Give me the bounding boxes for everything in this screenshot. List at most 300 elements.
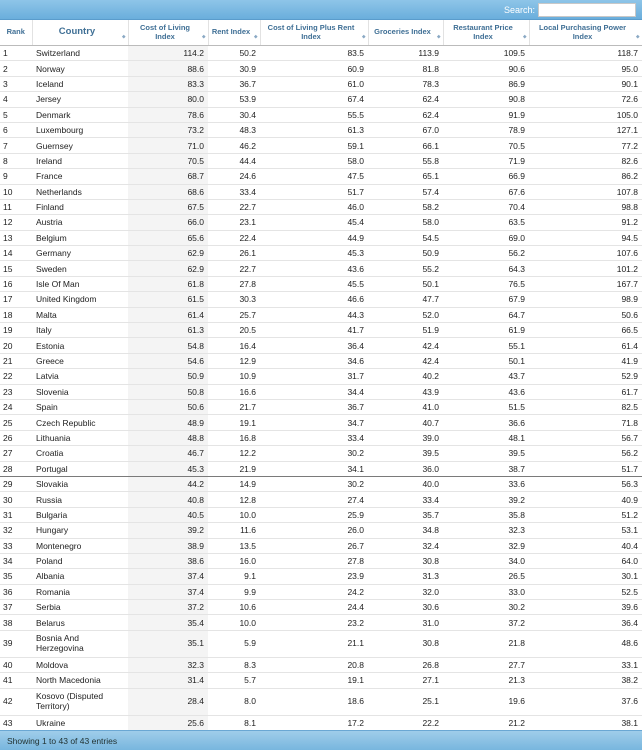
table-row xyxy=(0,215,642,230)
cost-plus-rent-cell: 55.5 xyxy=(260,107,368,122)
cost-of-living-cell: 37.4 xyxy=(128,569,208,584)
cost-of-living-cell: 80.0 xyxy=(128,92,208,107)
groceries-cell: 30.8 xyxy=(368,553,443,568)
header-row xyxy=(0,20,642,46)
rank-cell: 36 xyxy=(0,584,32,599)
cost-of-living-cell: 38.6 xyxy=(128,553,208,568)
purchasing-power-cell: 98.8 xyxy=(529,199,642,214)
table-row xyxy=(0,430,642,445)
purchasing-power-cell: 77.2 xyxy=(529,138,642,153)
rank-cell: 21 xyxy=(0,353,32,368)
cost-plus-rent-cell: 47.5 xyxy=(260,169,368,184)
rank-cell: 39 xyxy=(0,630,32,657)
purchasing-power-cell: 95.0 xyxy=(529,61,642,76)
table-row xyxy=(0,476,642,491)
restaurant-price-cell: 91.9 xyxy=(443,107,529,122)
purchasing-power-cell: 51.2 xyxy=(529,507,642,522)
rent-cell: 12.8 xyxy=(208,492,260,507)
cost-plus-rent-cell: 46.6 xyxy=(260,292,368,307)
country-cell: Isle Of Man xyxy=(32,276,128,291)
groceries-cell: 40.2 xyxy=(368,369,443,384)
rank-cell: 27 xyxy=(0,446,32,461)
cost-plus-rent-cell: 25.9 xyxy=(260,507,368,522)
cost-plus-rent-cell: 20.8 xyxy=(260,657,368,672)
cost-plus-rent-cell: 61.3 xyxy=(260,122,368,137)
rank-cell: 3 xyxy=(0,76,32,91)
restaurant-price-cell: 70.5 xyxy=(443,138,529,153)
table-row xyxy=(0,230,642,245)
rank-cell: 6 xyxy=(0,122,32,137)
rank-cell: 15 xyxy=(0,261,32,276)
table-row xyxy=(0,492,642,507)
restaurant-price-cell: 26.5 xyxy=(443,569,529,584)
groceries-cell: 43.9 xyxy=(368,384,443,399)
cost-plus-rent-cell: 34.6 xyxy=(260,353,368,368)
country-cell: Bosnia And Herzegovina xyxy=(32,630,128,657)
rent-cell: 10.9 xyxy=(208,369,260,384)
column-header-rent-index[interactable]: Rent Index ⬥ xyxy=(208,20,260,46)
cost-of-living-cell: 83.3 xyxy=(128,76,208,91)
purchasing-power-cell: 56.2 xyxy=(529,446,642,461)
country-cell: Finland xyxy=(32,199,128,214)
groceries-cell: 25.1 xyxy=(368,688,443,715)
purchasing-power-cell: 38.1 xyxy=(529,715,642,730)
groceries-cell: 81.8 xyxy=(368,61,443,76)
country-cell: Serbia xyxy=(32,600,128,615)
restaurant-price-cell: 33.0 xyxy=(443,584,529,599)
country-cell: France xyxy=(32,169,128,184)
purchasing-power-cell: 64.0 xyxy=(529,553,642,568)
restaurant-price-cell: 109.5 xyxy=(443,46,529,61)
cost-of-living-cell: 35.4 xyxy=(128,615,208,630)
country-cell: United Kingdom xyxy=(32,292,128,307)
country-cell: Jersey xyxy=(32,92,128,107)
country-cell: Bulgaria xyxy=(32,507,128,522)
purchasing-power-cell: 127.1 xyxy=(529,122,642,137)
groceries-cell: 40.7 xyxy=(368,415,443,430)
purchasing-power-cell: 71.8 xyxy=(529,415,642,430)
restaurant-price-cell: 21.2 xyxy=(443,715,529,730)
table-row xyxy=(0,615,642,630)
restaurant-price-cell: 90.6 xyxy=(443,61,529,76)
table-row xyxy=(0,399,642,414)
cost-of-living-table xyxy=(0,20,642,731)
purchasing-power-cell: 53.1 xyxy=(529,523,642,538)
rent-cell: 33.4 xyxy=(208,184,260,199)
cost-of-living-cell: 65.6 xyxy=(128,230,208,245)
rent-cell: 26.1 xyxy=(208,246,260,261)
restaurant-price-cell: 71.9 xyxy=(443,153,529,168)
rank-cell: 24 xyxy=(0,399,32,414)
sort-icon: ⬥ xyxy=(253,34,258,40)
cost-of-living-cell: 40.8 xyxy=(128,492,208,507)
rent-cell: 19.1 xyxy=(208,415,260,430)
purchasing-power-cell: 61.4 xyxy=(529,338,642,353)
sort-icon: ⬥ xyxy=(361,34,366,40)
country-cell: Sweden xyxy=(32,261,128,276)
country-cell: Belgium xyxy=(32,230,128,245)
purchasing-power-cell: 40.4 xyxy=(529,538,642,553)
rank-cell: 29 xyxy=(0,476,32,491)
column-header-groceries-index[interactable]: Groceries Index ⬥ xyxy=(368,20,443,46)
groceries-cell: 42.4 xyxy=(368,353,443,368)
table-row xyxy=(0,307,642,322)
groceries-cell: 32.0 xyxy=(368,584,443,599)
rank-cell: 31 xyxy=(0,507,32,522)
cost-plus-rent-cell: 27.8 xyxy=(260,553,368,568)
restaurant-price-cell: 76.5 xyxy=(443,276,529,291)
purchasing-power-cell: 61.7 xyxy=(529,384,642,399)
country-cell: Malta xyxy=(32,307,128,322)
groceries-cell: 58.0 xyxy=(368,215,443,230)
purchasing-power-cell: 72.6 xyxy=(529,92,642,107)
cost-plus-rent-cell: 34.7 xyxy=(260,415,368,430)
groceries-cell: 40.0 xyxy=(368,476,443,491)
rank-cell: 8 xyxy=(0,153,32,168)
groceries-cell: 66.1 xyxy=(368,138,443,153)
table-row xyxy=(0,538,642,553)
cost-plus-rent-cell: 67.4 xyxy=(260,92,368,107)
cost-plus-rent-cell: 51.7 xyxy=(260,184,368,199)
restaurant-price-cell: 90.8 xyxy=(443,92,529,107)
column-header-country[interactable]: Country ⬥ xyxy=(32,20,128,46)
country-cell: Czech Republic xyxy=(32,415,128,430)
cost-of-living-cell: 35.1 xyxy=(128,630,208,657)
cost-of-living-cell: 48.8 xyxy=(128,430,208,445)
groceries-cell: 50.9 xyxy=(368,246,443,261)
cost-plus-rent-cell: 30.2 xyxy=(260,446,368,461)
cost-of-living-cell: 32.3 xyxy=(128,657,208,672)
restaurant-price-cell: 35.8 xyxy=(443,507,529,522)
table-row xyxy=(0,507,642,522)
restaurant-price-cell: 32.9 xyxy=(443,538,529,553)
restaurant-price-cell: 38.7 xyxy=(443,461,529,476)
country-cell: Denmark xyxy=(32,107,128,122)
cost-of-living-cell: 39.2 xyxy=(128,523,208,538)
cost-of-living-cell: 78.6 xyxy=(128,107,208,122)
sort-icon: ⬥ xyxy=(121,34,126,40)
table-row xyxy=(0,122,642,137)
rank-cell: 32 xyxy=(0,523,32,538)
table-row xyxy=(0,92,642,107)
cost-plus-rent-cell: 30.2 xyxy=(260,476,368,491)
rent-cell: 10.0 xyxy=(208,507,260,522)
rank-cell: 19 xyxy=(0,323,32,338)
rank-cell: 20 xyxy=(0,338,32,353)
column-header-local-purchasing-power-index[interactable]: Local Purchasing Power Index ⬥ xyxy=(529,20,642,46)
purchasing-power-cell: 38.2 xyxy=(529,673,642,688)
rent-cell: 10.0 xyxy=(208,615,260,630)
cost-of-living-cell: 68.7 xyxy=(128,169,208,184)
groceries-cell: 65.1 xyxy=(368,169,443,184)
purchasing-power-cell: 39.6 xyxy=(529,600,642,615)
cost-plus-rent-cell: 31.7 xyxy=(260,369,368,384)
table-row xyxy=(0,76,642,91)
groceries-cell: 31.3 xyxy=(368,569,443,584)
rank-cell: 38 xyxy=(0,615,32,630)
cost-plus-rent-cell: 21.1 xyxy=(260,630,368,657)
groceries-cell: 39.5 xyxy=(368,446,443,461)
purchasing-power-cell: 37.6 xyxy=(529,688,642,715)
rent-cell: 48.3 xyxy=(208,122,260,137)
cost-plus-rent-cell: 58.0 xyxy=(260,153,368,168)
groceries-cell: 57.4 xyxy=(368,184,443,199)
rank-cell: 34 xyxy=(0,553,32,568)
country-cell: Poland xyxy=(32,553,128,568)
purchasing-power-cell: 82.5 xyxy=(529,399,642,414)
groceries-cell: 30.6 xyxy=(368,600,443,615)
country-cell: Ireland xyxy=(32,153,128,168)
cost-plus-rent-cell: 36.7 xyxy=(260,399,368,414)
purchasing-power-cell: 118.7 xyxy=(529,46,642,61)
table-row xyxy=(0,353,642,368)
rank-cell: 11 xyxy=(0,199,32,214)
rent-cell: 9.1 xyxy=(208,569,260,584)
table-row xyxy=(0,461,642,476)
cost-of-living-cell: 45.3 xyxy=(128,461,208,476)
cost-plus-rent-cell: 61.0 xyxy=(260,76,368,91)
column-header-cost-plus-rent-index[interactable]: Cost of Living Plus Rent Index ⬥ xyxy=(260,20,368,46)
purchasing-power-cell: 107.6 xyxy=(529,246,642,261)
cost-plus-rent-cell: 26.7 xyxy=(260,538,368,553)
cost-of-living-cell: 70.5 xyxy=(128,153,208,168)
rent-cell: 13.5 xyxy=(208,538,260,553)
table-row xyxy=(0,600,642,615)
restaurant-price-cell: 86.9 xyxy=(443,76,529,91)
rent-cell: 24.6 xyxy=(208,169,260,184)
cost-plus-rent-cell: 23.2 xyxy=(260,615,368,630)
cost-of-living-cell: 31.4 xyxy=(128,673,208,688)
rank-cell: 42 xyxy=(0,688,32,715)
rent-cell: 11.6 xyxy=(208,523,260,538)
cost-plus-rent-cell: 59.1 xyxy=(260,138,368,153)
cost-plus-rent-cell: 44.9 xyxy=(260,230,368,245)
restaurant-price-cell: 21.3 xyxy=(443,673,529,688)
restaurant-price-cell: 69.0 xyxy=(443,230,529,245)
country-cell: Lithuania xyxy=(32,430,128,445)
rank-cell: 26 xyxy=(0,430,32,445)
purchasing-power-cell: 52.5 xyxy=(529,584,642,599)
table-row xyxy=(0,107,642,122)
cost-plus-rent-cell: 44.3 xyxy=(260,307,368,322)
restaurant-price-cell: 70.4 xyxy=(443,199,529,214)
restaurant-price-cell: 43.7 xyxy=(443,369,529,384)
cost-plus-rent-cell: 41.7 xyxy=(260,323,368,338)
groceries-cell: 78.3 xyxy=(368,76,443,91)
search-label: Search: xyxy=(503,4,535,15)
rank-cell: 18 xyxy=(0,307,32,322)
table-row xyxy=(0,138,642,153)
groceries-cell: 36.0 xyxy=(368,461,443,476)
purchasing-power-cell: 50.6 xyxy=(529,307,642,322)
cost-of-living-cell: 25.6 xyxy=(128,715,208,730)
purchasing-power-cell: 90.1 xyxy=(529,76,642,91)
country-cell: Hungary xyxy=(32,523,128,538)
rank-cell: 37 xyxy=(0,600,32,615)
restaurant-price-cell: 19.6 xyxy=(443,688,529,715)
purchasing-power-cell: 30.1 xyxy=(529,569,642,584)
restaurant-price-cell: 50.1 xyxy=(443,353,529,368)
sort-icon: ⬥ xyxy=(635,34,640,40)
rent-cell: 25.7 xyxy=(208,307,260,322)
country-cell: Montenegro xyxy=(32,538,128,553)
table-row xyxy=(0,292,642,307)
country-cell: Switzerland xyxy=(32,46,128,61)
rent-cell: 8.0 xyxy=(208,688,260,715)
cost-plus-rent-cell: 83.5 xyxy=(260,46,368,61)
purchasing-power-cell: 107.8 xyxy=(529,184,642,199)
cost-of-living-cell: 62.9 xyxy=(128,261,208,276)
purchasing-power-cell: 66.5 xyxy=(529,323,642,338)
country-cell: Luxembourg xyxy=(32,122,128,137)
rank-cell: 1 xyxy=(0,46,32,61)
purchasing-power-cell: 94.5 xyxy=(529,230,642,245)
cost-plus-rent-cell: 24.2 xyxy=(260,584,368,599)
groceries-cell: 55.8 xyxy=(368,153,443,168)
cost-plus-rent-cell: 33.4 xyxy=(260,430,368,445)
rent-cell: 16.4 xyxy=(208,338,260,353)
rank-cell: 22 xyxy=(0,369,32,384)
table-row xyxy=(0,673,642,688)
table-row xyxy=(0,715,642,730)
groceries-cell: 42.4 xyxy=(368,338,443,353)
cost-of-living-cell: 88.6 xyxy=(128,61,208,76)
restaurant-price-cell: 67.6 xyxy=(443,184,529,199)
country-cell: Austria xyxy=(32,215,128,230)
cost-plus-rent-cell: 36.4 xyxy=(260,338,368,353)
groceries-cell: 54.5 xyxy=(368,230,443,245)
country-cell: Guernsey xyxy=(32,138,128,153)
rent-cell: 16.8 xyxy=(208,430,260,445)
purchasing-power-cell: 36.4 xyxy=(529,615,642,630)
cost-of-living-cell: 61.8 xyxy=(128,276,208,291)
restaurant-price-cell: 39.2 xyxy=(443,492,529,507)
cost-plus-rent-cell: 46.0 xyxy=(260,199,368,214)
cost-plus-rent-cell: 23.9 xyxy=(260,569,368,584)
restaurant-price-cell: 34.0 xyxy=(443,553,529,568)
groceries-cell: 30.8 xyxy=(368,630,443,657)
cost-plus-rent-cell: 27.4 xyxy=(260,492,368,507)
country-cell: Moldova xyxy=(32,657,128,672)
restaurant-price-cell: 56.2 xyxy=(443,246,529,261)
rank-cell: 30 xyxy=(0,492,32,507)
groceries-cell: 33.4 xyxy=(368,492,443,507)
restaurant-price-cell: 37.2 xyxy=(443,615,529,630)
groceries-cell: 35.7 xyxy=(368,507,443,522)
table-row xyxy=(0,153,642,168)
table-row xyxy=(0,688,642,715)
table-row xyxy=(0,338,642,353)
cost-of-living-cell: 48.9 xyxy=(128,415,208,430)
rent-cell: 16.0 xyxy=(208,553,260,568)
country-cell: Slovakia xyxy=(32,476,128,491)
cost-of-living-cell: 28.4 xyxy=(128,688,208,715)
purchasing-power-cell: 91.2 xyxy=(529,215,642,230)
cost-of-living-cell: 62.9 xyxy=(128,246,208,261)
rank-cell: 33 xyxy=(0,538,32,553)
rent-cell: 8.3 xyxy=(208,657,260,672)
cost-of-living-cell: 46.7 xyxy=(128,446,208,461)
groceries-cell: 26.8 xyxy=(368,657,443,672)
groceries-cell: 22.2 xyxy=(368,715,443,730)
rent-cell: 20.5 xyxy=(208,323,260,338)
rent-cell: 27.8 xyxy=(208,276,260,291)
country-cell: Latvia xyxy=(32,369,128,384)
rank-cell: 43 xyxy=(0,715,32,730)
cost-plus-rent-cell: 45.5 xyxy=(260,276,368,291)
rank-cell: 4 xyxy=(0,92,32,107)
cost-plus-rent-cell: 60.9 xyxy=(260,61,368,76)
rent-cell: 30.4 xyxy=(208,107,260,122)
cost-plus-rent-cell: 34.1 xyxy=(260,461,368,476)
rent-cell: 21.7 xyxy=(208,399,260,414)
groceries-cell: 113.9 xyxy=(368,46,443,61)
table-row xyxy=(0,261,642,276)
purchasing-power-cell: 101.2 xyxy=(529,261,642,276)
country-cell: Romania xyxy=(32,584,128,599)
table-row xyxy=(0,184,642,199)
groceries-cell: 55.2 xyxy=(368,261,443,276)
sort-icon: ⬥ xyxy=(436,34,441,40)
restaurant-price-cell: 39.5 xyxy=(443,446,529,461)
groceries-cell: 27.1 xyxy=(368,673,443,688)
country-cell: Netherlands xyxy=(32,184,128,199)
rent-cell: 12.9 xyxy=(208,353,260,368)
cost-of-living-cell: 54.8 xyxy=(128,338,208,353)
search-input[interactable] xyxy=(538,3,636,17)
cost-of-living-cell: 44.2 xyxy=(128,476,208,491)
groceries-cell: 62.4 xyxy=(368,107,443,122)
column-header-cost-of-living-index[interactable]: Cost of Living Index ⬥ xyxy=(128,20,208,46)
cost-of-living-cell: 50.9 xyxy=(128,369,208,384)
country-cell: Germany xyxy=(32,246,128,261)
table-row xyxy=(0,415,642,430)
rank-cell: 35 xyxy=(0,569,32,584)
cost-plus-rent-cell: 18.6 xyxy=(260,688,368,715)
groceries-cell: 34.8 xyxy=(368,523,443,538)
rank-cell: 17 xyxy=(0,292,32,307)
rent-cell: 22.7 xyxy=(208,199,260,214)
cost-of-living-cell: 114.2 xyxy=(128,46,208,61)
rent-cell: 23.1 xyxy=(208,215,260,230)
rank-cell: 28 xyxy=(0,461,32,476)
table-row xyxy=(0,384,642,399)
cost-of-living-cell: 37.4 xyxy=(128,584,208,599)
table-row xyxy=(0,569,642,584)
rank-cell: 10 xyxy=(0,184,32,199)
column-header-restaurant-price-index[interactable]: Restaurant Price Index ⬥ xyxy=(443,20,529,46)
groceries-cell: 47.7 xyxy=(368,292,443,307)
cost-of-living-cell: 68.6 xyxy=(128,184,208,199)
table-row xyxy=(0,276,642,291)
rank-cell: 9 xyxy=(0,169,32,184)
table-row xyxy=(0,369,642,384)
column-header-rank[interactable]: Rank xyxy=(0,20,32,46)
rent-cell: 8.1 xyxy=(208,715,260,730)
rent-cell: 44.4 xyxy=(208,153,260,168)
country-cell: Portugal xyxy=(32,461,128,476)
rent-cell: 21.9 xyxy=(208,461,260,476)
purchasing-power-cell: 51.7 xyxy=(529,461,642,476)
purchasing-power-cell: 98.9 xyxy=(529,292,642,307)
cost-of-living-cell: 50.6 xyxy=(128,399,208,414)
country-cell: Norway xyxy=(32,61,128,76)
restaurant-price-cell: 30.2 xyxy=(443,600,529,615)
rent-cell: 14.9 xyxy=(208,476,260,491)
restaurant-price-cell: 51.5 xyxy=(443,399,529,414)
restaurant-price-cell: 27.7 xyxy=(443,657,529,672)
table-row xyxy=(0,61,642,76)
